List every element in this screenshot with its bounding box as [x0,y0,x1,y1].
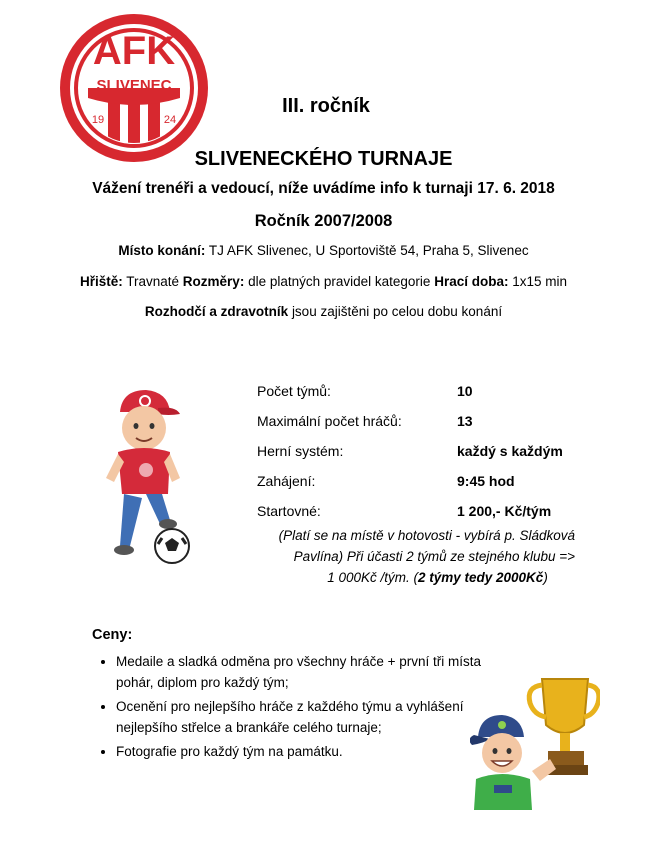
size-label: Rozměry: [182,274,245,289]
info-label-system: Herní systém: [257,443,344,459]
pitch-line [0,274,647,289]
info-value-start: 9:45 hod [457,473,515,489]
prize-item: • Ocenění pro nejlepšího hráče z každého týmu a vyhlášení nejlepšího střelce a brankáře celého turnaje; [116,696,516,738]
info-label-start: Zahájení: [257,473,316,489]
prize-item: • Medaile a sladká odměna pro všechny hráče + první tři místa pohár, diplom pro každý tým; [116,651,516,693]
prizes-heading: Ceny: [92,627,133,643]
logo-name: AFK [92,29,176,73]
prizes-list [92,651,516,765]
note-line-3b: 2 týmy tedy 2000Kč [417,570,544,585]
venue-line [0,243,647,258]
info-label-fee: Startovné: [257,503,321,519]
note-line-3c: ) [543,570,548,585]
logo-year-right: 24 [163,114,177,126]
info-label-teams: Počet týmů: [257,383,331,399]
size-value: dle platných pravidel kategorie [248,274,431,289]
cartoon-player-illustration [98,386,198,568]
age-category: Ročník 2007/2008 [254,212,393,230]
info-value-system: každý s každým [457,443,563,459]
info-label-players: Maximální počet hráčů: [257,413,402,429]
time-value: 1x15 min [512,274,568,289]
logo-year-left: 19 [91,114,105,126]
staff-bold: Rozhodčí a zdravotník [144,304,289,319]
prize-item: • Fotografie pro každý tým na památku. [116,741,516,762]
info-value-teams: 10 [457,383,473,399]
venue-value: TJ AFK Slivenec, U Sportoviště 54, Praha 5, Slivenec [208,243,529,258]
trophy-celebration-illustration [470,675,600,810]
time-label: Hrací doba: [434,274,509,289]
staff-rest: jsou zajištěni po celou dobu konání [291,304,503,319]
edition-heading: III. ročník [282,95,370,117]
pitch-label: Hřiště: [79,274,123,289]
info-value-fee: 1 200,- Kč/tým [457,503,552,519]
pitch-value: Travnaté [126,274,180,289]
logo-town: SLIVENEC [96,77,172,94]
note-line-1: (Platí se na místě v hotovosti - vybírá p. Sládková [278,528,575,543]
venue-label: Místo konání: [118,243,206,258]
staff-line [0,304,647,319]
club-logo [58,12,210,164]
note-line-3 [240,567,575,588]
payment-note [240,525,575,588]
note-line-2: Pavlína) Při účasti 2 týmů ze stejného klubu => [293,549,575,564]
note-line-3a: 1 000Kč /tým. ( [327,570,418,585]
greeting-line: Vážení trenéři a vedoucí, níže uvádíme info k turnaji 17. 6. 2018 [92,180,555,197]
tournament-title: SLIVENECKÉHO TURNAJE [194,148,453,170]
info-value-players: 13 [457,413,473,429]
